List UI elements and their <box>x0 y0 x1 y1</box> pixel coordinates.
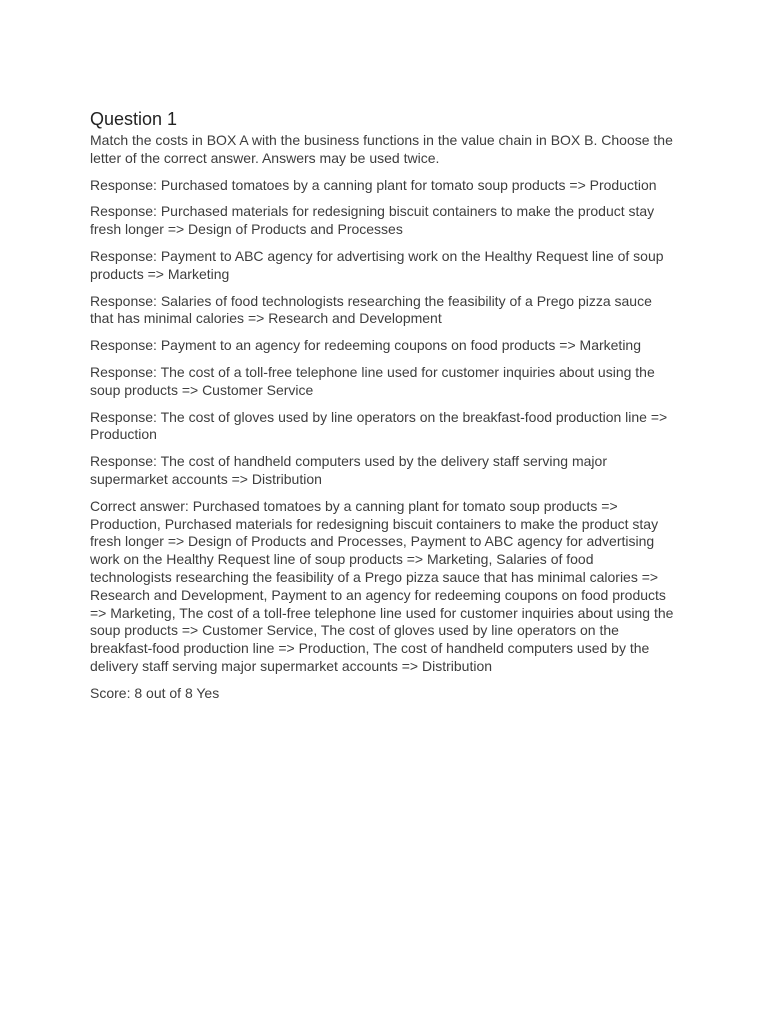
response-item: Response: The cost of gloves used by line operators on the breakfast-food production line => Production <box>90 408 668 443</box>
question-instructions: Match the costs in BOX A with the business functions in the value chain in BOX B. Choose the letter of the correct answer. Answers may be used twice. <box>90 132 673 166</box>
correct-answer: Correct answer: Purchased tomatoes by a canning plant for tomato soup products => Production, Purchased materials for redesigning biscuit containers to make the product stay fresh longer => Design of Products and Processes, Payment to ABC agency for advertising work on the Healthy Request line of soup products => Marketing, Salaries of food technologists researching the feasibility of a Prego pizza sauce that has minimal calories => Research and Development, Payment to an agency for redeeming coupons on food products => Marketing, The cost of a toll-free telephone line used for customer inquiries about using the soup products => Customer Service, The cost of gloves used by line operators on the breakfast-food production line => Production, The cost of handheld computers used by the delivery staff serving major supermarket accounts => Distribution <box>90 497 674 674</box>
response-item: Response: Purchased materials for redesigning biscuit containers to make the product stay fresh longer => Design of Products and Processes <box>90 203 655 238</box>
response-item: Response: The cost of a toll-free telephone line used for customer inquiries about using the soup products => Customer Service <box>90 363 655 398</box>
response-item: Response: Payment to ABC agency for advertising work on the Healthy Request line of soup products => Marketing <box>90 247 664 282</box>
response-item: Response: Purchased tomatoes by a canning plant for tomato soup products => Production <box>90 176 657 193</box>
response-item: Response: The cost of handheld computers used by the delivery staff serving major supermarket accounts => Distribution <box>90 453 607 487</box>
response-item: Response: Payment to an agency for redeeming coupons on food products => Marketing <box>90 337 642 354</box>
response-item: Response: Salaries of food technologists researching the feasibility of a Prego pizza sauce that has minimal calories => Research and Development <box>90 292 652 327</box>
question-title: Question 1 <box>90 109 178 129</box>
score-text: Score: 8 out of 8 Yes <box>90 684 220 701</box>
